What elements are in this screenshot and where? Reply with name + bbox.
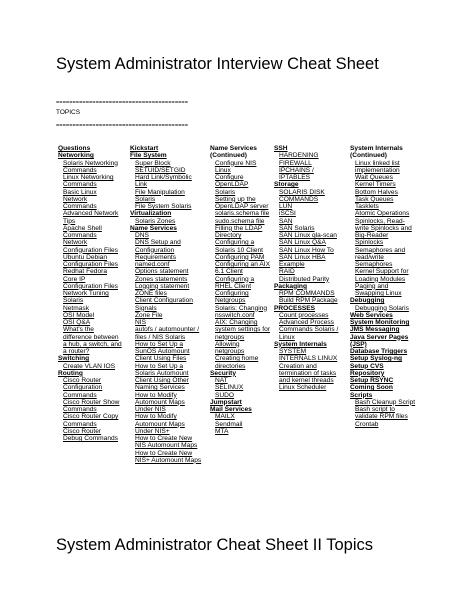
- link-linux-networking-commands[interactable]: Linux Networking Commands: [63, 174, 114, 189]
- link-osi-q-a[interactable]: OSI Q&A: [63, 319, 91, 326]
- link-aix-changing-system-settings-for-netgrou[interactable]: AIX: Changing system settings for netgroups: [215, 319, 270, 341]
- link-configure-nis-linux[interactable]: Configure NIS Linux: [215, 159, 257, 174]
- link-zone-file[interactable]: Zone File: [135, 311, 163, 319]
- link-bottom-halves[interactable]: Bottom Halves: [355, 188, 398, 196]
- link-linux-scheduler[interactable]: Linux Scheduler: [279, 384, 327, 392]
- link-logging-statement[interactable]: Logging statement: [135, 282, 190, 290]
- link-solaris-changing-nsswitch-conf[interactable]: Solaris: Changing nsswitch.conf: [215, 304, 268, 319]
- section-link-file-system[interactable]: File System: [130, 152, 167, 160]
- section-heading: Name Services (Continued): [210, 145, 257, 160]
- link-spinlocks-read-write-spinlocks-and-big-r[interactable]: Spinlocks, Read-write Spinlocks and Big-Reader Spinlocks: [355, 217, 412, 247]
- link-kernel-support-for-loading-modules[interactable]: Kernel Support for Loading Modules: [355, 268, 409, 283]
- section-link-scripts[interactable]: Scripts: [350, 391, 373, 399]
- section-link-coming-soon[interactable]: Coming Soon: [350, 384, 393, 392]
- column-system-internals: [350, 145, 416, 428]
- link-setuid-setgid[interactable]: SETUID/SETGID: [135, 166, 186, 174]
- link-zones-statements[interactable]: Zones statements: [135, 275, 188, 283]
- link-hard-link-symbolic-link[interactable]: Hard Link/Symbolic Link: [135, 174, 192, 189]
- section-link-jms-messaging[interactable]: JMS Messaging: [350, 326, 400, 334]
- column-ssh-storage: [274, 145, 344, 392]
- link-crontab[interactable]: Crontab: [355, 420, 379, 428]
- section-link-virtualization[interactable]: Virtualization: [130, 210, 172, 218]
- link-how-to-set-up-a-solaris-automount-client[interactable]: How to Set Up a Solaris Automount Client Using Other Naming Services: [135, 362, 189, 392]
- section-link-security[interactable]: Security: [210, 369, 237, 377]
- link-solaris[interactable]: Solaris: [135, 195, 156, 203]
- link-nat[interactable]: NAT: [215, 377, 228, 384]
- link-create-vlan-ios[interactable]: Create VLAN IOS: [63, 362, 116, 370]
- section-link-database-triggers[interactable]: Database Triggers: [350, 348, 408, 355]
- link-solaris-disk-commands[interactable]: SOLARIS DISK COMMANDS: [279, 188, 325, 203]
- link-selinux[interactable]: SELINUX: [215, 384, 244, 392]
- link-redhat-fedora-core-ip-configuration-file[interactable]: Redhat Fedora Core IP Configuration Files: [63, 268, 118, 290]
- link-netmask[interactable]: Netmask: [63, 304, 90, 312]
- footer-title: System Administrator Cheat Sheet II Topics: [56, 536, 374, 554]
- column-filesystem: [130, 145, 202, 464]
- section-link-debugging[interactable]: Debugging: [350, 297, 385, 305]
- link-ubuntu-debian-configuration-files[interactable]: Ubuntu Debian Configuration Files: [63, 253, 118, 268]
- link-san-linux-q-a[interactable]: SAN Linux Q&A: [279, 239, 326, 247]
- link-configuring-netgroups[interactable]: Configuring Netgroups: [215, 290, 249, 305]
- link-file-system-solaris[interactable]: File System Solaris: [135, 203, 192, 210]
- link-network-configuration-files[interactable]: Network Configuration Files: [63, 239, 118, 254]
- link-rpm-commands[interactable]: RPM COMMANDS: [279, 290, 335, 297]
- link-file-manipulation[interactable]: File Manipulation: [135, 188, 185, 196]
- link-san-linux-hba-example[interactable]: SAN Linux HBA Example: [279, 253, 326, 268]
- link-filling-the-ldap-directory[interactable]: Filling the LDAP Directory: [215, 224, 263, 239]
- link-task-queues[interactable]: Task Queues: [355, 195, 394, 203]
- link-cisco-router-copy-commands[interactable]: Cisco Router Copy Commands: [63, 413, 119, 428]
- link-tasklets[interactable]: Tasklets: [355, 203, 379, 210]
- section-link-storage[interactable]: Storage: [274, 181, 299, 189]
- link-how-to-modify-automount-maps-under-nis[interactable]: How to Modify Automount Maps Under NIS+: [135, 413, 185, 435]
- divider-bottom: ========================================: [56, 122, 189, 129]
- section-link-java-server-pages-jsp[interactable]: Java Server Pages (JSP): [350, 333, 409, 348]
- link-linux-linked-list-implementation[interactable]: Linux linked list implementation: [355, 159, 400, 174]
- link-firewall[interactable]: FIREWALL: [279, 159, 312, 167]
- link-network-tuning-solaris[interactable]: Network Tuning Solaris: [63, 290, 109, 305]
- link-advanced-process-commands-solaris-linux[interactable]: Advanced Process Commands Solaris / Linux: [279, 319, 339, 341]
- link-solaris-networking-commands[interactable]: Solaris Networking Commands: [63, 159, 118, 174]
- link-debugging-solaris[interactable]: Debugging Solaris: [355, 304, 409, 312]
- link-allowing-netgroups[interactable]: Allowing netgroups: [215, 340, 245, 355]
- link-apache-shell-commands[interactable]: Apache Shell Commands: [63, 224, 102, 239]
- section-link-jumpstart[interactable]: Jumpstart: [210, 398, 242, 406]
- section-link-name-services[interactable]: Name Services: [130, 224, 177, 232]
- section-link-system-internals[interactable]: System Internals: [274, 340, 327, 348]
- section-link-web-services[interactable]: Web Services: [350, 311, 393, 319]
- link-dns[interactable]: DNS: [135, 232, 149, 239]
- link-client-configuration-signals[interactable]: Client Configuration Signals: [135, 297, 193, 312]
- link-ipchains-iptables[interactable]: IPCHAINS / IPTABLES: [279, 166, 314, 181]
- section-link-switching[interactable]: Switching: [58, 355, 90, 363]
- column-networking: [58, 145, 122, 442]
- section-heading: System Internals (Continued): [350, 145, 403, 160]
- section-link-questions[interactable]: Questions: [58, 145, 91, 152]
- link-configuring-a-rhel-client[interactable]: Configuring a RHEL Client: [215, 275, 255, 290]
- page-title: System Administrator Interview Cheat Sheet: [56, 55, 379, 73]
- section-link-packaging[interactable]: Packaging: [274, 282, 307, 290]
- link-how-to-create-new-nis-automount-maps[interactable]: How to Create New NIS Automount Maps: [135, 435, 198, 450]
- link-san-linux-qla-scan[interactable]: SAN Linux qla-scan: [279, 232, 337, 239]
- link-san[interactable]: SAN: [279, 217, 293, 225]
- link-iscsi[interactable]: iSCSI: [279, 210, 296, 218]
- link-system-internals-linux[interactable]: SYSTEM INTERNALS LINUX: [279, 348, 338, 363]
- section-link-processes[interactable]: PROCESSES: [274, 304, 316, 312]
- link-sendmail[interactable]: Sendmail: [215, 420, 243, 428]
- link-count-processes[interactable]: Count processes: [279, 311, 329, 319]
- link-hardening[interactable]: HARDENING: [279, 152, 319, 160]
- link-atomic-operations[interactable]: Atomic Operations: [355, 210, 410, 218]
- link-what-s-the-difference-between-a-hub-a-sw[interactable]: What's the difference between a hub, a switch, and a router?: [63, 326, 122, 355]
- link-cisco-router-debug-commands[interactable]: Cisco Router Debug Commands: [63, 427, 118, 442]
- link-raid[interactable]: RAID: [279, 268, 295, 276]
- link-build-rpm-package[interactable]: Build RPM Package: [279, 297, 338, 305]
- link-wait-queues[interactable]: Wait Queues: [355, 174, 393, 181]
- section-link-mail-services[interactable]: Mail Services: [210, 406, 252, 413]
- link-mailx[interactable]: MAILX: [215, 413, 235, 421]
- link-super-block[interactable]: Super Block: [135, 159, 171, 167]
- link-creation-and-termination-of-tasks-and-ke[interactable]: Creation and termination of tasks and kernel threads: [279, 362, 337, 384]
- link-zone-files[interactable]: ZONE files: [135, 290, 167, 297]
- link-bash-script-to-validate-rpm-files[interactable]: Bash script to validate RPM files: [355, 406, 408, 421]
- link-san-linux-how-to[interactable]: SAN Linux How To: [279, 246, 334, 254]
- section-link-kickstart[interactable]: Kickstart: [130, 145, 159, 152]
- link-how-to-modify-automount-maps-under-nis[interactable]: How to Modify Automount Maps Under NIS: [135, 391, 185, 413]
- link-sudo[interactable]: SUDO: [215, 391, 235, 399]
- link-solaris-schema-file[interactable]: solaris.schema file: [215, 210, 270, 218]
- link-configure-openldap-solaris[interactable]: Configure OpenLDAP Solaris: [215, 174, 249, 196]
- link-how-to-set-up-a-sunos-automount-client-u[interactable]: How to Set Up a SunOS Automount Client Using Files: [135, 340, 190, 363]
- link-configuring-an-aix-6-1-client[interactable]: Configuring an AIX 6.1 Client: [215, 261, 270, 276]
- link-basic-linux-network-commands[interactable]: Basic Linux Network Commands: [63, 188, 97, 210]
- link-configuring-a-solaris-10-client[interactable]: Configuring a Solaris 10 Client: [215, 239, 264, 254]
- column-name-services: [210, 145, 270, 435]
- section-link-system-monitoring[interactable]: System Monitoring: [350, 319, 410, 326]
- link-cisco-router-configuration-commands[interactable]: Cisco Router Configuration Commands: [63, 377, 103, 399]
- link-osi-model[interactable]: OSI Model: [63, 311, 95, 319]
- link-cisco-router-show-commands[interactable]: Cisco Router Show Commands: [63, 398, 120, 413]
- link-autofs-automounter-files-nis-solaris[interactable]: autofs / automounter / files / NIS Solaris: [135, 326, 200, 341]
- section-link-ssh[interactable]: SSH: [274, 145, 288, 152]
- link-semaphores-and-read-write-semaphores[interactable]: Semaphores and read/write Semaphores: [355, 246, 406, 268]
- link-solaris-zones[interactable]: Solaris Zones: [135, 217, 176, 225]
- topics-label: TOPICS: [56, 109, 81, 116]
- link-how-to-create-new-nis-automount-maps[interactable]: How to Create New NIS+ Automount Maps: [135, 449, 202, 464]
- link-distributed-parity[interactable]: Distributed Parity: [279, 275, 330, 283]
- link-nis[interactable]: NIS: [135, 319, 146, 326]
- link-san-solaris[interactable]: SAN Solaris: [279, 224, 315, 232]
- section-link-setup-cvs-repository[interactable]: Setup CVS Repository: [350, 362, 385, 377]
- link-mta[interactable]: MTA: [215, 427, 229, 435]
- link-named-conf[interactable]: named.conf: [135, 261, 170, 268]
- link-dns-setup-and-configuration-requirements[interactable]: DNS Setup and Configuration Requirements: [135, 239, 181, 261]
- section-link-networking[interactable]: Networking: [58, 152, 94, 160]
- link-sudo-schema-file[interactable]: sudo.schema file: [215, 217, 265, 225]
- link-configuring-pam[interactable]: Configuring PAM: [215, 253, 265, 261]
- link-bash-cleanup-script[interactable]: Bash Cleanup Script: [355, 398, 416, 406]
- section-link-routing[interactable]: Routing: [58, 369, 83, 377]
- link-setting-up-the-openldap-server[interactable]: Setting up the OpenLDAP server: [215, 195, 269, 210]
- link-options-statement[interactable]: Options statement: [135, 268, 189, 276]
- divider-top: ========================================: [56, 99, 189, 106]
- link-creating-home-directories[interactable]: Creating home directories: [215, 355, 259, 370]
- link-advanced-network-tips[interactable]: Advanced Network Tips: [63, 210, 119, 225]
- section-link-setup-syslog-ng[interactable]: Setup Syslog-ng: [350, 355, 403, 363]
- link-lun[interactable]: LUN: [279, 203, 293, 210]
- link-paging-and-swapping-linux[interactable]: Paging and Swapping Linux: [355, 282, 402, 297]
- link-kernel-timers[interactable]: Kernel Timers: [355, 181, 396, 189]
- section-link-setup-rsync[interactable]: Setup RSYNC: [350, 377, 394, 384]
